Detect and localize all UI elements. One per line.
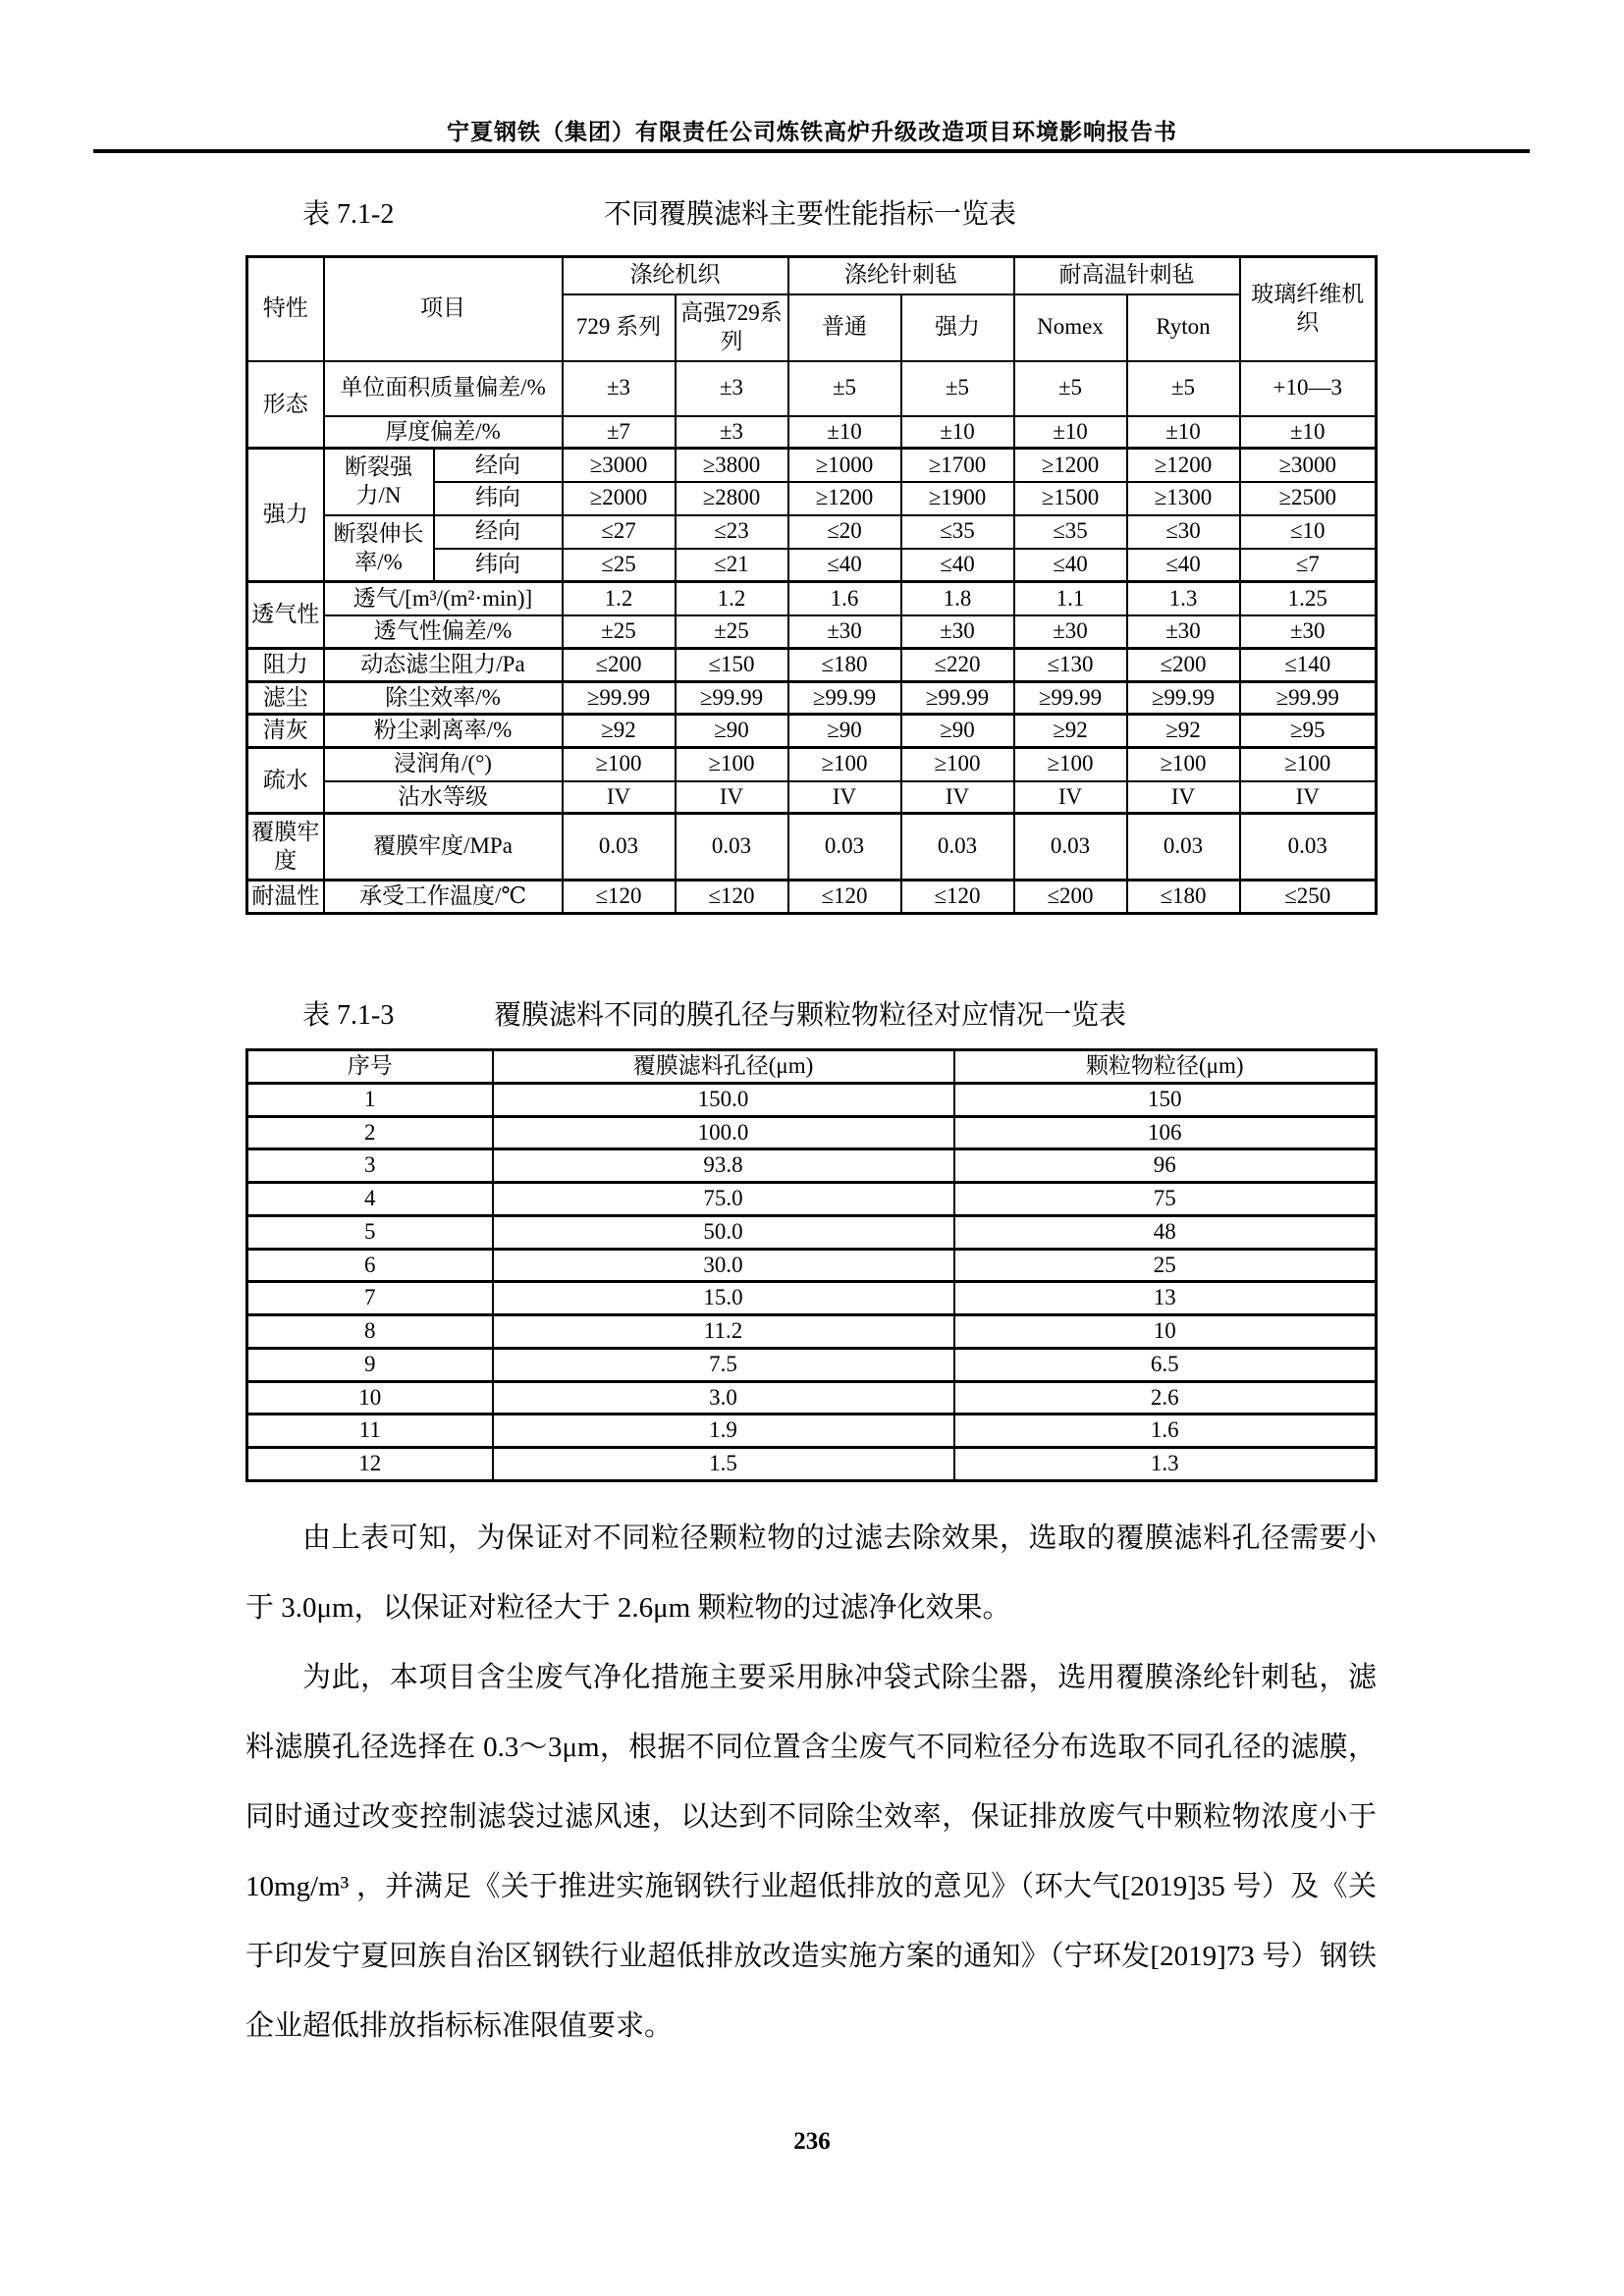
value-cell: 3 [247, 1149, 493, 1183]
row-item-label: 厚度偏差/% [324, 416, 563, 449]
table-row [247, 1415, 1377, 1448]
value-cell: ≥90 [676, 715, 788, 748]
value-cell: 93.8 [493, 1149, 954, 1183]
value-cell: 1.3 [1127, 582, 1240, 615]
value-cell: ≤21 [676, 549, 788, 582]
value-cell: ≥2500 [1240, 482, 1377, 515]
header-serial-number: 序号 [247, 1050, 493, 1084]
header-group-polyester-woven: 涤纶机织 [563, 257, 788, 294]
value-cell: ≤220 [901, 648, 1014, 681]
value-cell: 25 [954, 1249, 1377, 1282]
value-cell: ≤20 [788, 515, 901, 549]
value-cell: 1.3 [954, 1448, 1377, 1481]
value-cell: ±25 [676, 615, 788, 648]
value-cell: 1 [247, 1083, 493, 1116]
row-sub-label: 纬向 [434, 482, 563, 515]
value-cell: 10 [247, 1381, 493, 1415]
table-row [247, 715, 1377, 748]
value-cell: ≤27 [563, 515, 676, 549]
performance-indicators-table [245, 255, 1378, 915]
value-cell: 13 [954, 1282, 1377, 1315]
value-cell: 48 [954, 1215, 1377, 1249]
row-item-label: 动态滤尘阻力/Pa [324, 648, 563, 681]
value-cell: ≤30 [1127, 515, 1240, 549]
value-cell: ≤200 [1014, 881, 1127, 914]
value-cell: ≥100 [1127, 748, 1240, 781]
value-cell: 1.2 [676, 582, 788, 615]
value-cell: 106 [954, 1116, 1377, 1149]
body-text [245, 1504, 1377, 2061]
value-cell: 6.5 [954, 1348, 1377, 1381]
table-row [247, 1282, 1377, 1315]
table-row [247, 781, 1377, 814]
table-row [247, 1215, 1377, 1249]
value-cell: ±5 [1127, 361, 1240, 416]
value-cell: 150 [954, 1083, 1377, 1116]
value-cell: 75.0 [493, 1183, 954, 1216]
value-cell: 5 [247, 1215, 493, 1249]
value-cell: 0.03 [901, 814, 1014, 881]
table-header-row [247, 257, 1377, 294]
value-cell: 0.03 [1014, 814, 1127, 881]
value-cell: 8 [247, 1315, 493, 1349]
table-row [247, 1348, 1377, 1381]
value-cell: ≤10 [1240, 515, 1377, 549]
subheader-strong: 强力 [901, 294, 1014, 361]
value-cell: ≥1200 [788, 482, 901, 515]
row-item-label: 承受工作温度/℃ [324, 881, 563, 914]
value-cell: IV [788, 781, 901, 814]
value-cell: ≥1900 [901, 482, 1014, 515]
value-cell: ±5 [788, 361, 901, 416]
value-cell: ≤140 [1240, 648, 1377, 681]
table-row [247, 1448, 1377, 1481]
row-item-label: 透气性偏差/% [324, 615, 563, 648]
row-group-label: 清灰 [247, 715, 324, 748]
table-row [247, 881, 1377, 914]
value-cell: ≥99.99 [1014, 681, 1127, 715]
header-item: 项目 [324, 257, 563, 361]
value-cell: 4 [247, 1183, 493, 1216]
value-cell: 9 [247, 1348, 493, 1381]
value-cell: 0.03 [563, 814, 676, 881]
value-cell: ≤200 [563, 648, 676, 681]
row-item-label: 断裂伸长率/% [324, 515, 434, 582]
value-cell: ≥3000 [563, 449, 676, 482]
header-group-polyester-felt: 涤纶针刺毡 [788, 257, 1014, 294]
row-item-label: 单位面积质量偏差/% [324, 361, 563, 416]
row-group-label: 强力 [247, 449, 324, 582]
table-header-row [247, 1050, 1377, 1084]
value-cell: 11 [247, 1415, 493, 1448]
value-cell: ±30 [1240, 615, 1377, 648]
value-cell: ≤25 [563, 549, 676, 582]
value-cell: 50.0 [493, 1215, 954, 1249]
value-cell: IV [676, 781, 788, 814]
value-cell: ≤7 [1240, 549, 1377, 582]
value-cell: 3.0 [493, 1381, 954, 1415]
table-row [247, 1381, 1377, 1415]
value-cell: ≤120 [901, 881, 1014, 914]
table-row [247, 615, 1377, 648]
row-item-label: 断裂强力/N [324, 449, 434, 515]
value-cell: ≤40 [788, 549, 901, 582]
table2-body [247, 1083, 1377, 1480]
header-group-hightemp-felt: 耐高温针刺毡 [1014, 257, 1240, 294]
value-cell: ≥95 [1240, 715, 1377, 748]
value-cell: ±5 [1014, 361, 1127, 416]
value-cell: ≥1200 [1127, 449, 1240, 482]
row-item-label: 除尘效率/% [324, 681, 563, 715]
row-group-label: 滤尘 [247, 681, 324, 715]
value-cell: ≥99.99 [1127, 681, 1240, 715]
pore-size-correspondence-table [245, 1048, 1378, 1482]
value-cell: ±30 [1014, 615, 1127, 648]
table-row [247, 1149, 1377, 1183]
table-row [247, 1315, 1377, 1349]
table1-caption [245, 192, 1375, 232]
value-cell: 0.03 [1240, 814, 1377, 881]
table-row [247, 582, 1377, 615]
value-cell: ≤130 [1014, 648, 1127, 681]
value-cell: ≥90 [788, 715, 901, 748]
row-group-label: 透气性 [247, 582, 324, 648]
value-cell: 12 [247, 1448, 493, 1481]
table1-title: 不同覆膜滤料主要性能指标一览表 [603, 199, 1016, 230]
table1-number: 表 7.1-2 [302, 199, 395, 230]
row-sub-label: 经向 [434, 515, 563, 549]
value-cell: ≤40 [1127, 549, 1240, 582]
value-cell: ±10 [1127, 416, 1240, 449]
value-cell: 1.2 [563, 582, 676, 615]
row-group-label: 疏水 [247, 748, 324, 814]
value-cell: ≥92 [563, 715, 676, 748]
value-cell: 2.6 [954, 1381, 1377, 1415]
table2-title: 覆膜滤料不同的膜孔径与颗粒物粒径对应情况一览表 [493, 1000, 1126, 1031]
value-cell: ≤180 [1127, 881, 1240, 914]
value-cell: 15.0 [493, 1282, 954, 1315]
value-cell: ±3 [676, 361, 788, 416]
value-cell: 0.03 [788, 814, 901, 881]
value-cell: ≥100 [563, 748, 676, 781]
value-cell: ±5 [901, 361, 1014, 416]
value-cell: ≥2000 [563, 482, 676, 515]
value-cell: 1.1 [1014, 582, 1127, 615]
document-header-title: 宁夏钢铁（集团）有限责任公司炼铁高炉升级改造项目环境影响报告书 [447, 120, 1177, 144]
table-row [247, 361, 1377, 416]
value-cell: ≥1000 [788, 449, 901, 482]
value-cell: 10 [954, 1315, 1377, 1349]
table-row [247, 416, 1377, 449]
row-item-label: 沾水等级 [324, 781, 563, 814]
value-cell: +10—3 [1240, 361, 1377, 416]
row-group-label: 形态 [247, 361, 324, 449]
value-cell: ≥99.99 [788, 681, 901, 715]
value-cell: ≥100 [1014, 748, 1127, 781]
value-cell: ≥1500 [1014, 482, 1127, 515]
value-cell: 0.03 [676, 814, 788, 881]
value-cell: ≤120 [676, 881, 788, 914]
subheader-ryton: Ryton [1127, 294, 1240, 361]
value-cell: 7 [247, 1282, 493, 1315]
value-cell: ≤35 [901, 515, 1014, 549]
value-cell: ≤250 [1240, 881, 1377, 914]
value-cell: 0.03 [1127, 814, 1240, 881]
value-cell: 1.25 [1240, 582, 1377, 615]
value-cell: ≥92 [1014, 715, 1127, 748]
value-cell: ≥92 [1127, 715, 1240, 748]
value-cell: 75 [954, 1183, 1377, 1216]
value-cell: 96 [954, 1149, 1377, 1183]
subheader-nomex: Nomex [1014, 294, 1127, 361]
header-characteristic: 特性 [247, 257, 324, 361]
value-cell: IV [901, 781, 1014, 814]
row-item-label: 覆膜牢度/MPa [324, 814, 563, 881]
value-cell: 1.5 [493, 1448, 954, 1481]
row-item-label: 粉尘剥离率/% [324, 715, 563, 748]
value-cell: ±30 [788, 615, 901, 648]
value-cell: ≤40 [901, 549, 1014, 582]
value-cell: ≥90 [901, 715, 1014, 748]
paragraph-measures: 为此，本项目含尘废气净化措施主要采用脉冲袋式除尘器，选用覆膜涤纶针刺毡，滤料滤膜孔径选择在 0.3～3μm，根据不同位置含尘废气不同粒径分布选取不同孔径的滤膜，同时通过改变控制滤袋过滤风速，以达到不同除尘效率，保证排放废气中颗粒物浓度小于 10mg/m³ ，并满足《关于推进实施钢铁行业超低排放的意见》（环大气[2019]35 号）及《关于印发宁夏回族自治区钢铁行业超低排放改造实施方案的通知》（宁环发[2019]73 号）钢铁企业超低排放指标标准限值要求。 [245, 1662, 1377, 2042]
value-cell: 7.5 [493, 1348, 954, 1381]
value-cell: ±7 [563, 416, 676, 449]
value-cell: IV [1014, 781, 1127, 814]
value-cell: ±10 [788, 416, 901, 449]
value-cell: 150.0 [493, 1083, 954, 1116]
value-cell: IV [1240, 781, 1377, 814]
table-row [247, 681, 1377, 715]
row-sub-label: 经向 [434, 449, 563, 482]
value-cell: ±10 [901, 416, 1014, 449]
row-group-label: 覆膜牢度 [247, 814, 324, 881]
value-cell: ±30 [1127, 615, 1240, 648]
row-item-label: 透气/[m³/(m²·min)] [324, 582, 563, 615]
value-cell: ±25 [563, 615, 676, 648]
header-particle-size: 颗粒物粒径(μm) [954, 1050, 1377, 1084]
value-cell: ≤35 [1014, 515, 1127, 549]
value-cell: ≥1200 [1014, 449, 1127, 482]
subheader-normal: 普通 [788, 294, 901, 361]
table-row [247, 449, 1377, 482]
subheader-729-hs: 高强729系列 [676, 294, 788, 361]
value-cell: ≥1700 [901, 449, 1014, 482]
row-group-label: 耐温性 [247, 881, 324, 914]
value-cell: ±3 [676, 416, 788, 449]
value-cell: ≥99.99 [676, 681, 788, 715]
value-cell: ≤40 [1014, 549, 1127, 582]
value-cell: 2 [247, 1116, 493, 1149]
value-cell: ≥1300 [1127, 482, 1240, 515]
value-cell: ≥100 [676, 748, 788, 781]
value-cell: ≥3000 [1240, 449, 1377, 482]
paragraph-conclusion: 由上表可知，为保证对不同粒径颗粒物的过滤去除效果，选取的覆膜滤料孔径需要小于 3.0μm，以保证对粒径大于 2.6μm 颗粒物的过滤净化效果。 [245, 1522, 1377, 1624]
value-cell: ≥2800 [676, 482, 788, 515]
table-row [247, 814, 1377, 881]
table2-caption [245, 993, 1375, 1033]
value-cell: 30.0 [493, 1249, 954, 1282]
value-cell: 1.9 [493, 1415, 954, 1448]
subheader-729: 729 系列 [563, 294, 676, 361]
value-cell: ≤120 [788, 881, 901, 914]
header-glass-fiber: 玻璃纤维机织 [1240, 257, 1377, 361]
value-cell: ≥100 [788, 748, 901, 781]
value-cell: ±30 [901, 615, 1014, 648]
value-cell: ±3 [563, 361, 676, 416]
table-row [247, 1249, 1377, 1282]
value-cell: ≥99.99 [901, 681, 1014, 715]
value-cell: IV [563, 781, 676, 814]
header-rule-divider [93, 149, 1530, 153]
value-cell: ≥99.99 [1240, 681, 1377, 715]
value-cell: ≥3800 [676, 449, 788, 482]
table-row [247, 748, 1377, 781]
value-cell: ≤120 [563, 881, 676, 914]
value-cell: 6 [247, 1249, 493, 1282]
page-number: 236 [793, 2128, 831, 2155]
value-cell: 1.6 [788, 582, 901, 615]
table-row [247, 648, 1377, 681]
table2-number: 表 7.1-3 [302, 1000, 395, 1031]
value-cell: ≤200 [1127, 648, 1240, 681]
row-item-label: 浸润角/(°) [324, 748, 563, 781]
value-cell: ±10 [1014, 416, 1127, 449]
value-cell: ≥100 [901, 748, 1014, 781]
value-cell: ≤150 [676, 648, 788, 681]
value-cell: ≥100 [1240, 748, 1377, 781]
value-cell: 1.8 [901, 582, 1014, 615]
value-cell: IV [1127, 781, 1240, 814]
table-row [247, 1083, 1377, 1116]
value-cell: 1.6 [954, 1415, 1377, 1448]
value-cell: 100.0 [493, 1116, 954, 1149]
value-cell: ≤180 [788, 648, 901, 681]
value-cell: ≤23 [676, 515, 788, 549]
value-cell: ±10 [1240, 416, 1377, 449]
table-row [247, 1116, 1377, 1149]
table-row [247, 515, 1377, 549]
row-sub-label: 纬向 [434, 549, 563, 582]
value-cell: 11.2 [493, 1315, 954, 1349]
value-cell: ≥99.99 [563, 681, 676, 715]
table-row [247, 1183, 1377, 1216]
header-membrane-pore-size: 覆膜滤料孔径(μm) [493, 1050, 954, 1084]
row-group-label: 阻力 [247, 648, 324, 681]
